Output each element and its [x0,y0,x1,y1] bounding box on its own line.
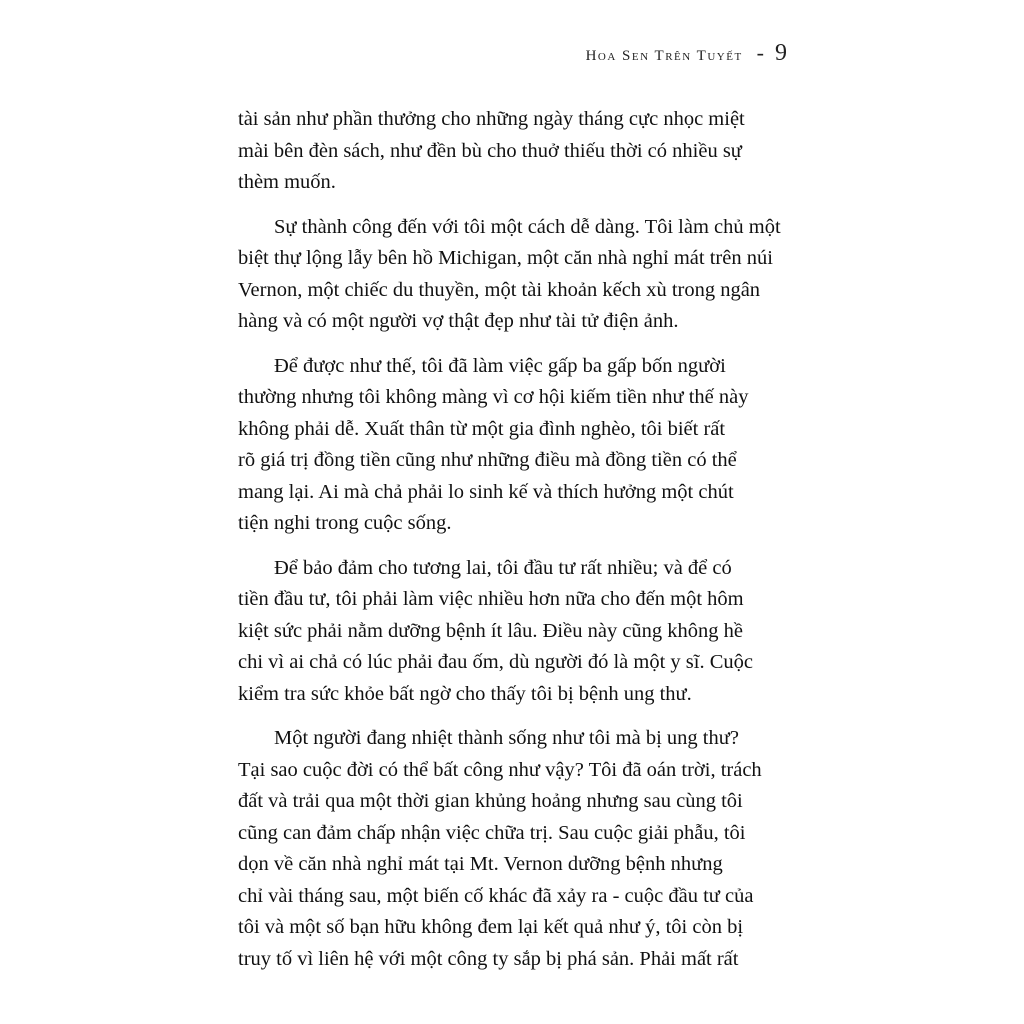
text-line: tôi và một số bạn hữu không đem lại kết quả như ý, tôi còn bị [238,916,744,938]
text-line: tiền đầu tư, tôi phải làm việc nhiều hơn nữa cho đến một hôm [238,588,744,610]
text-line: hàng và có một người vợ thật đẹp như tài tử điện ảnh. [238,310,679,332]
paragraph [238,553,798,711]
text-line: Sự thành công đến với tôi một cách dễ dàng. Tôi làm chủ một [274,215,781,238]
text-line: thường nhưng tôi không màng vì cơ hội kiếm tiền như thế này [238,386,749,408]
paragraph [238,723,798,975]
text-line: kiệt sức phải nằm dưỡng bệnh ít lâu. Điều này cũng không hề [238,619,744,642]
text-line: cũng can đảm chấp nhận việc chữa trị. Sau cuộc giải phẫu, tôi [238,821,746,844]
text-line: đất và trải qua một thời gian khủng hoảng nhưng sau cùng tôi [238,790,743,812]
text-line: Một người đang nhiệt thành sống như tôi mà bị ung thư? [274,727,739,749]
paragraph [238,104,798,199]
text-line: Để được như thế, tôi đã làm việc gấp ba gấp bốn người [274,354,726,377]
text-line: Để bảo đảm cho tương lai, tôi đầu tư rất nhiều; và để có [274,556,732,579]
text-line: truy tố vì liên hệ với một công ty sắp bị phá sản. Phải mất rất [238,947,739,970]
text-line: Vernon, một chiếc du thuyền, một tài khoản kếch xù trong ngân [238,278,761,301]
text-line: mang lại. Ai mà chả phải lo sinh kế và thích hưởng một chút [238,480,734,503]
running-header [586,40,788,67]
text-line: Tại sao cuộc đời có thể bất công như vậy? Tôi đã oán trời, trách [238,758,762,781]
paragraph [238,212,798,338]
page-number: 9 [775,40,788,66]
text-line: tiện nghi trong cuộc sống. [238,512,452,534]
header-separator: - [756,40,765,65]
text-line: dọn về căn nhà nghỉ mát tại Mt. Vernon dưỡng bệnh nhưng [238,853,723,875]
book-title: Hoa Sen Trên Tuyết [585,48,743,64]
text-line: tài sản như phần thưởng cho những ngày tháng cực nhọc miệt [238,108,745,130]
page-body [238,104,798,988]
paragraph [238,351,798,540]
text-line: rõ giá trị đồng tiền cũng như những điều mà đồng tiền có thể [238,449,737,471]
text-line: kiểm tra sức khỏe bất ngờ cho thấy tôi bị bệnh ung thư. [238,682,692,705]
text-line: không phải dễ. Xuất thân từ một gia đình nghèo, tôi biết rất [238,417,726,440]
text-line: chi vì ai chả có lúc phải đau ốm, dù người đó là một y sĩ. Cuộc [238,651,753,673]
text-line: chỉ vài tháng sau, một biến cố khác đã xảy ra - cuộc đầu tư của [238,884,754,907]
text-line: thèm muốn. [238,171,336,193]
text-line: mài bên đèn sách, như đền bù cho thuở thiếu thời có nhiều sự [238,139,742,162]
text-line: biệt thự lộng lẫy bên hồ Michigan, một căn nhà nghỉ mát trên núi [238,247,773,269]
